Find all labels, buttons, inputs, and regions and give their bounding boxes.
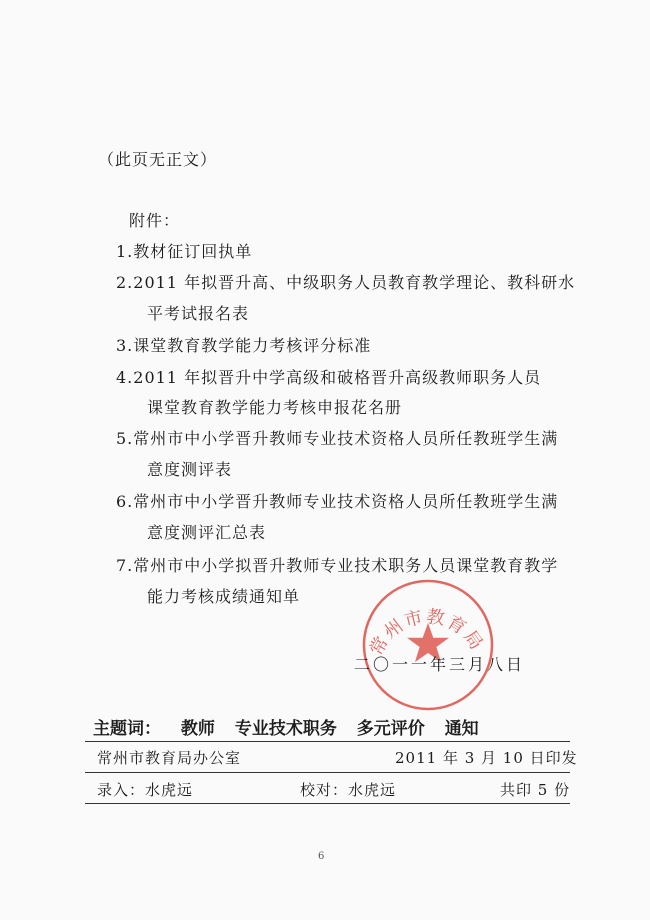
no-text-note: （此页无正文） [98, 150, 218, 169]
attachment-item-5-cont: 意度测评表 [147, 460, 233, 479]
keyword: 专业技术职务 [234, 719, 337, 739]
official-seal [358, 575, 498, 715]
keywords-label: 主题词： [93, 719, 161, 739]
keyword: 多元评价 [356, 719, 425, 739]
keyword: 通知 [444, 719, 479, 739]
attachment-item-7-cont: 能力考核成绩通知单 [147, 587, 301, 606]
attachment-item-7: 7.常州市中小学拟晋升教师专业技术职务人员课堂教育教学 [116, 556, 559, 575]
attachments-heading: 附件： [129, 211, 181, 230]
issue-date: 2011 年 3 月 10 日印发 [395, 749, 578, 767]
attachment-item-3: 3.课堂教育教学能力考核评分标准 [116, 336, 372, 355]
attachment-item-1: 1.教材征订回执单 [116, 242, 253, 261]
footer-rule [85, 803, 570, 804]
copies-printed: 共印 5 份 [500, 781, 571, 799]
svg-text:常州市教育局: 常州市教育局 [365, 606, 488, 660]
keyword: 教师 [180, 719, 215, 739]
signoff-date: 二〇一一年三月八日 [354, 655, 526, 674]
keywords-line [93, 714, 479, 739]
attachment-item-5: 5.常州市中小学晋升教师专业技术资格人员所任教班学生满 [116, 429, 559, 448]
attachment-item-2: 2.2011 年拟晋升高、中级职务人员教育教学理论、教科研水 [116, 273, 576, 292]
footer-rule [85, 772, 570, 773]
attachment-item-2-cont: 平考试报名表 [147, 304, 250, 323]
proofread-by: 校对：水虎远 [300, 781, 397, 799]
issuing-office: 常州市教育局办公室 [97, 749, 242, 767]
footer-rule [85, 741, 570, 742]
page-number: 6 [318, 851, 325, 862]
attachment-item-6-cont: 意度测评汇总表 [147, 523, 267, 542]
attachment-item-6: 6.常州市中小学晋升教师专业技术资格人员所任教班学生满 [116, 492, 559, 511]
attachment-item-4: 4.2011 年拟晋升中学高级和破格晋升高级教师职务人员 [116, 368, 542, 387]
entered-by: 录入：水虎远 [97, 781, 194, 799]
attachment-item-4-cont: 课堂教育教学能力考核申报花名册 [147, 398, 403, 417]
